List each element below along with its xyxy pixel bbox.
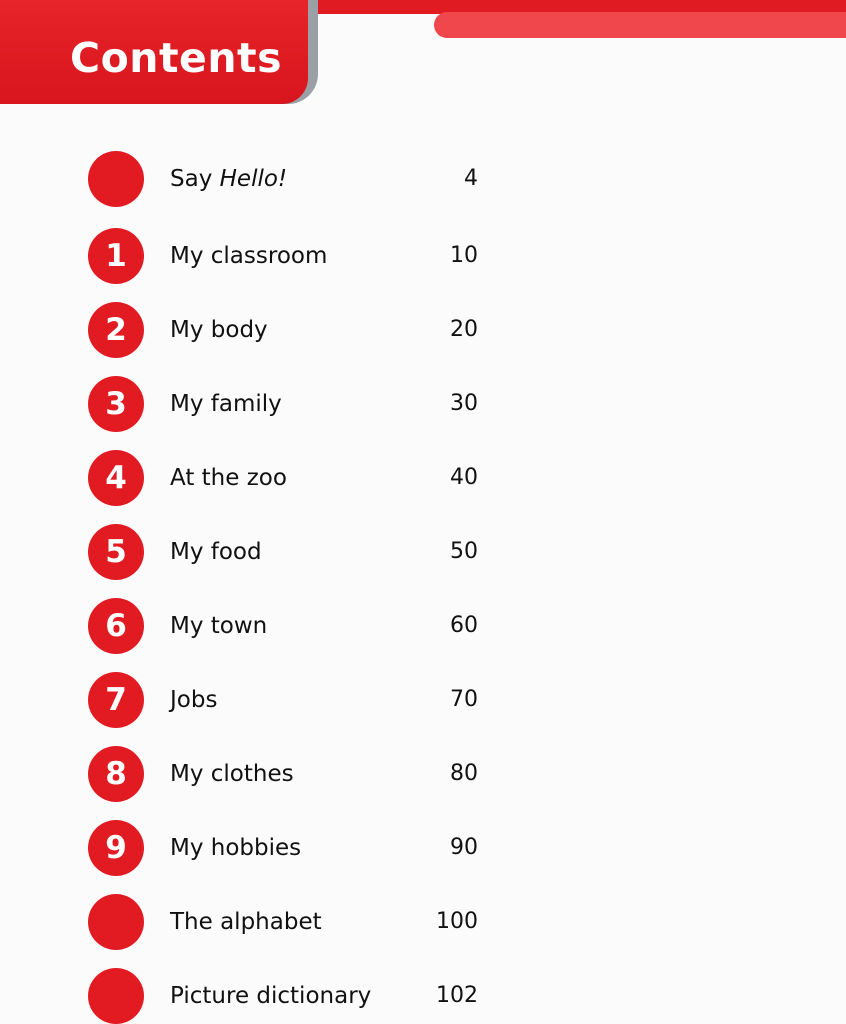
page-title: Contents: [70, 34, 283, 82]
toc-item-my-hobbies[interactable]: [88, 820, 488, 876]
toc-item-title: My hobbies: [170, 835, 302, 861]
toc-item-title: My clothes: [170, 761, 294, 787]
toc-page-number: 100: [436, 909, 478, 934]
toc-item-title: Say Hello!: [170, 166, 288, 192]
toc-item-my-body[interactable]: [88, 302, 488, 358]
unit-badge: 7: [88, 672, 144, 728]
toc-item-say-hello[interactable]: [88, 151, 488, 207]
toc-item-my-food[interactable]: [88, 524, 488, 580]
unit-badge: [88, 968, 144, 1024]
toc-page-number: 4: [464, 166, 478, 191]
toc-item-at-the-zoo[interactable]: [88, 450, 488, 506]
toc-item-picture-dictionary[interactable]: [88, 968, 488, 1024]
toc-item-title: At the zoo: [170, 465, 287, 491]
unit-badge: 9: [88, 820, 144, 876]
toc-item-title: The alphabet: [170, 909, 322, 935]
unit-badge: 1: [88, 228, 144, 284]
toc-page-number: 70: [450, 687, 478, 712]
unit-badge: [88, 151, 144, 207]
toc-page-number: 50: [450, 539, 478, 564]
toc-item-jobs[interactable]: [88, 672, 488, 728]
toc-item-my-classroom[interactable]: [88, 228, 488, 284]
toc-item-the-alphabet[interactable]: [88, 894, 488, 950]
toc-page-number: 30: [450, 391, 478, 416]
toc-item-title: Jobs: [170, 687, 218, 713]
toc-page-number: 60: [450, 613, 478, 638]
toc-item-title: Picture dictionary: [170, 983, 372, 1009]
toc-page-number: 10: [450, 243, 478, 268]
toc-page-number: 80: [450, 761, 478, 786]
toc-page-number: 102: [436, 983, 478, 1008]
toc-page-number: 40: [450, 465, 478, 490]
toc-item-my-family[interactable]: [88, 376, 488, 432]
toc-item-my-town[interactable]: [88, 598, 488, 654]
unit-badge: 8: [88, 746, 144, 802]
toc-item-my-clothes[interactable]: [88, 746, 488, 802]
unit-badge: 3: [88, 376, 144, 432]
toc-item-title: My family: [170, 391, 282, 417]
unit-badge: 5: [88, 524, 144, 580]
unit-badge: [88, 894, 144, 950]
toc-item-title: My food: [170, 539, 262, 565]
toc-item-title: My body: [170, 317, 268, 343]
unit-badge: 6: [88, 598, 144, 654]
toc-page-number: 20: [450, 317, 478, 342]
toc-page-number: 90: [450, 835, 478, 860]
toc-item-title: My town: [170, 613, 268, 639]
unit-badge: 2: [88, 302, 144, 358]
toc-item-title: My classroom: [170, 243, 328, 269]
unit-badge: 4: [88, 450, 144, 506]
